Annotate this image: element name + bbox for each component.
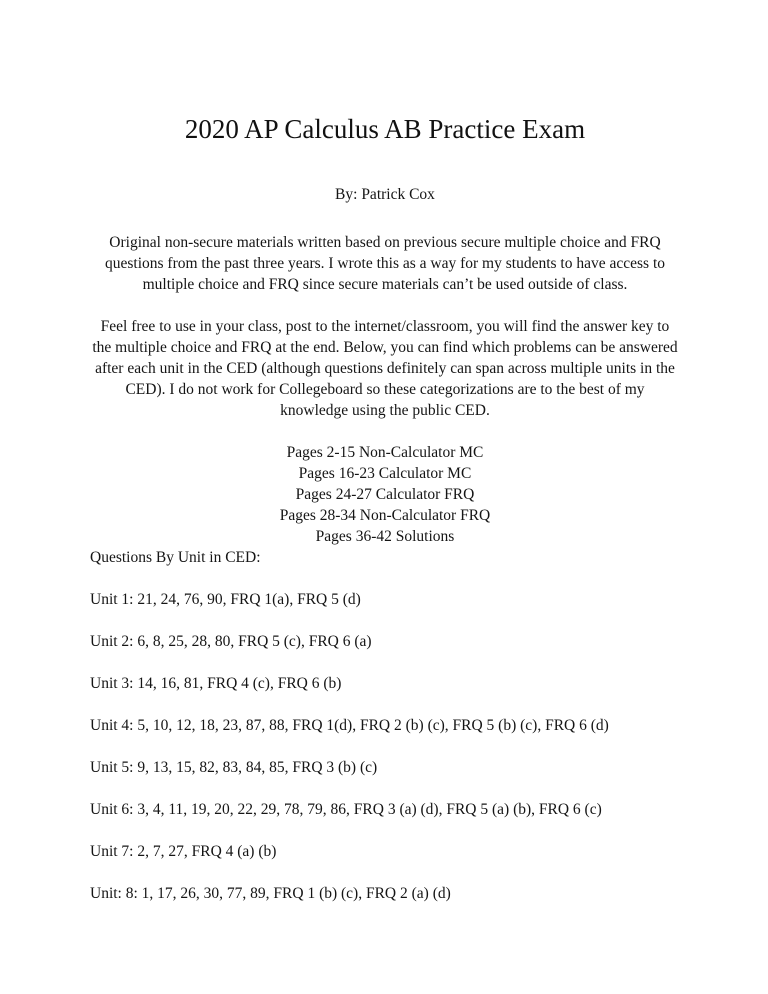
units-heading: Questions By Unit in CED: [90,549,261,566]
page-listing-line-solutions: Pages 36-42 Solutions [315,528,455,545]
unit-line-2: Unit 2: 6, 8, 25, 28, 80, FRQ 5 (c), FRQ 6 (a) [90,633,372,650]
byline: By: Patrick Cox [335,186,435,203]
unit-line-3: Unit 3: 14, 16, 81, FRQ 4 (c), FRQ 6 (b) [90,675,342,692]
unit-line-5: Unit 5: 9, 13, 15, 82, 83, 84, 85, FRQ 3 (b) (c) [90,759,378,776]
intro-paragraph-1: Original non-secure materials written based on previous secure multiple choice and FRQ questions from the past three years. I wrote this as a way for my students to have access to multiple choice and FRQ since secure materials can’t be used outside of class. [105,234,665,293]
unit-line-6: Unit 6: 3, 4, 11, 19, 20, 22, 29, 78, 79, 86, FRQ 3 (a) (d), FRQ 5 (a) (b), FRQ 6 (c) [90,801,602,818]
unit-line-7: Unit 7: 2, 7, 27, FRQ 4 (a) (b) [90,843,277,860]
unit-line-1: Unit 1: 21, 24, 76, 90, FRQ 1(a), FRQ 5 (d) [90,591,361,608]
unit-line-4: Unit 4: 5, 10, 12, 18, 23, 87, 88, FRQ 1(d), FRQ 2 (b) (c), FRQ 5 (b) (c), FRQ 6 (d) [90,717,609,734]
page-listing-line-non-calc-frq: Pages 28-34 Non-Calculator FRQ [279,507,491,524]
page-listing-line-calc-frq: Pages 24-27 Calculator FRQ [295,486,475,503]
unit-line-8: Unit: 8: 1, 17, 26, 30, 77, 89, FRQ 1 (b) (c), FRQ 2 (a) (d) [90,885,451,902]
page-listing-line-non-calc-mc: Pages 2-15 Non-Calculator MC [286,444,484,461]
document-title: 2020 AP Calculus AB Practice Exam [184,114,586,144]
page-listing [90,442,680,547]
page-listing-line-calc-mc: Pages 16-23 Calculator MC [298,465,472,482]
intro-paragraph-2: Feel free to use in your class, post to the internet/classroom, you will find the answer key to the multiple choice and FRQ at the end. Below, you can find which problems can be answered after each unit in the CED (although questions definitely can span across multiple units in the CED). I do not work for Collegeboard so these categorizations are to the best of my knowledge using the public CED. [92,318,678,419]
